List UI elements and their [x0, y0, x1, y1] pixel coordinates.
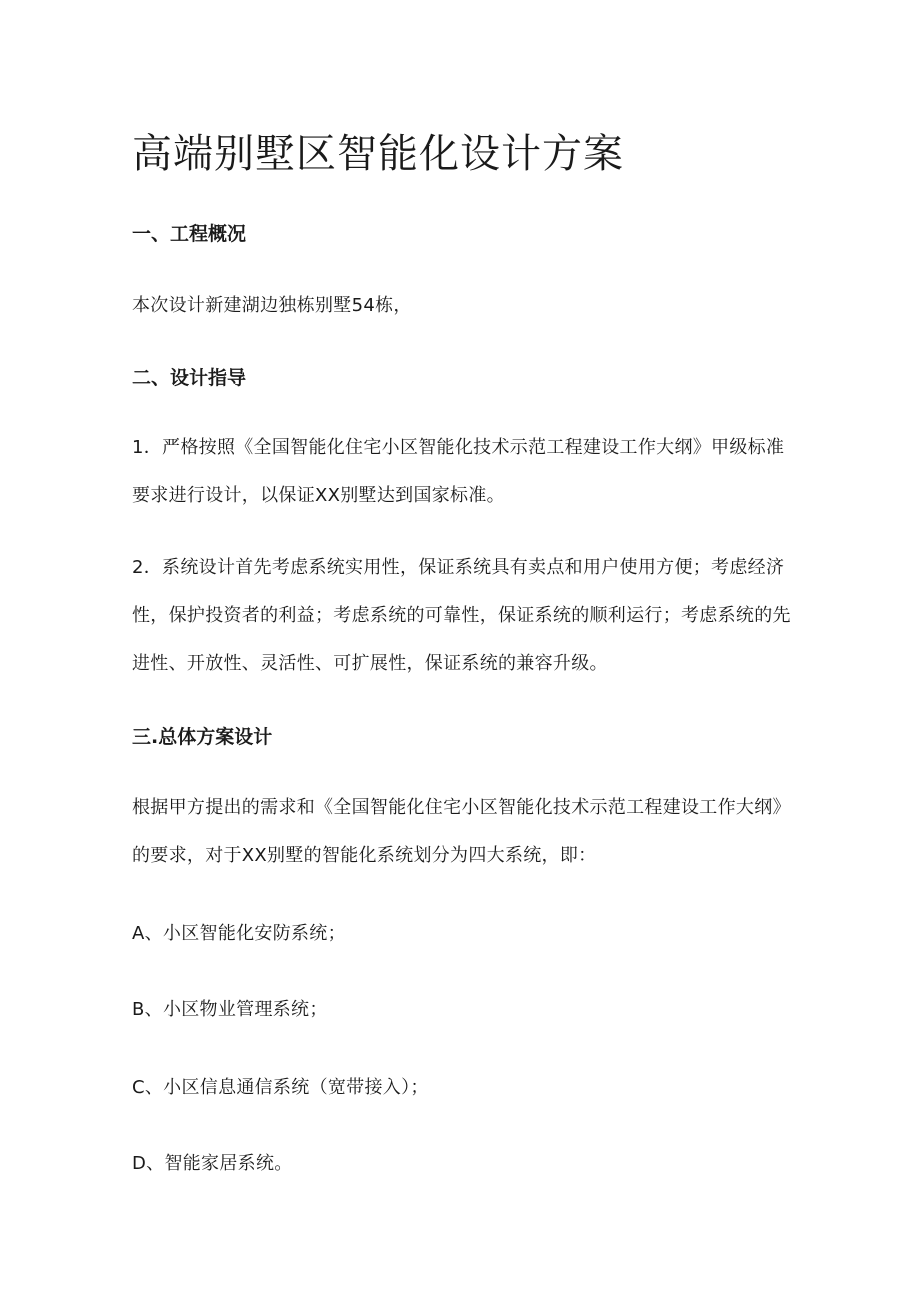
system-item-b: B、小区物业管理系统； — [132, 999, 328, 1020]
guidance-item-2: 2．系统设计首先考虑系统实用性，保证系统具有卖点和用户使用方便；考虑经济性，保护投资者的利益；考虑系统的可靠性，保证系统的顺利运行；考虑系统的先进性、开放性、灵活性、可扩展性，保证系统的兼容升级。 — [132, 557, 791, 674]
section-heading-overall-design: 三.总体方案设计 — [132, 726, 273, 748]
section-heading-overview: 一、工程概况 — [132, 223, 247, 245]
overall-design-intro: 根据甲方提出的需求和《全国智能化住宅小区智能化技术示范工程建设工作大纲》的要求，对于XX别墅的智能化系统划分为四大系统，即： — [132, 797, 791, 866]
section-heading-design-guidance: 二、设计指导 — [132, 367, 247, 389]
page-title: 高端别墅区智能化设计方案 — [132, 131, 624, 177]
system-item-d: D、智能家居系统。 — [132, 1153, 293, 1174]
system-item-a: A、小区智能化安防系统； — [132, 923, 346, 944]
overview-paragraph: 本次设计新建湖边独栋别墅54栋， — [132, 295, 412, 316]
system-item-c: C、小区信息通信系统（宽带接入）； — [132, 1077, 429, 1098]
guidance-item-1: 1．严格按照《全国智能化住宅小区智能化技术示范工程建设工作大纲》甲级标准要求进行设计，以保证XX别墅达到国家标准。 — [132, 437, 785, 506]
